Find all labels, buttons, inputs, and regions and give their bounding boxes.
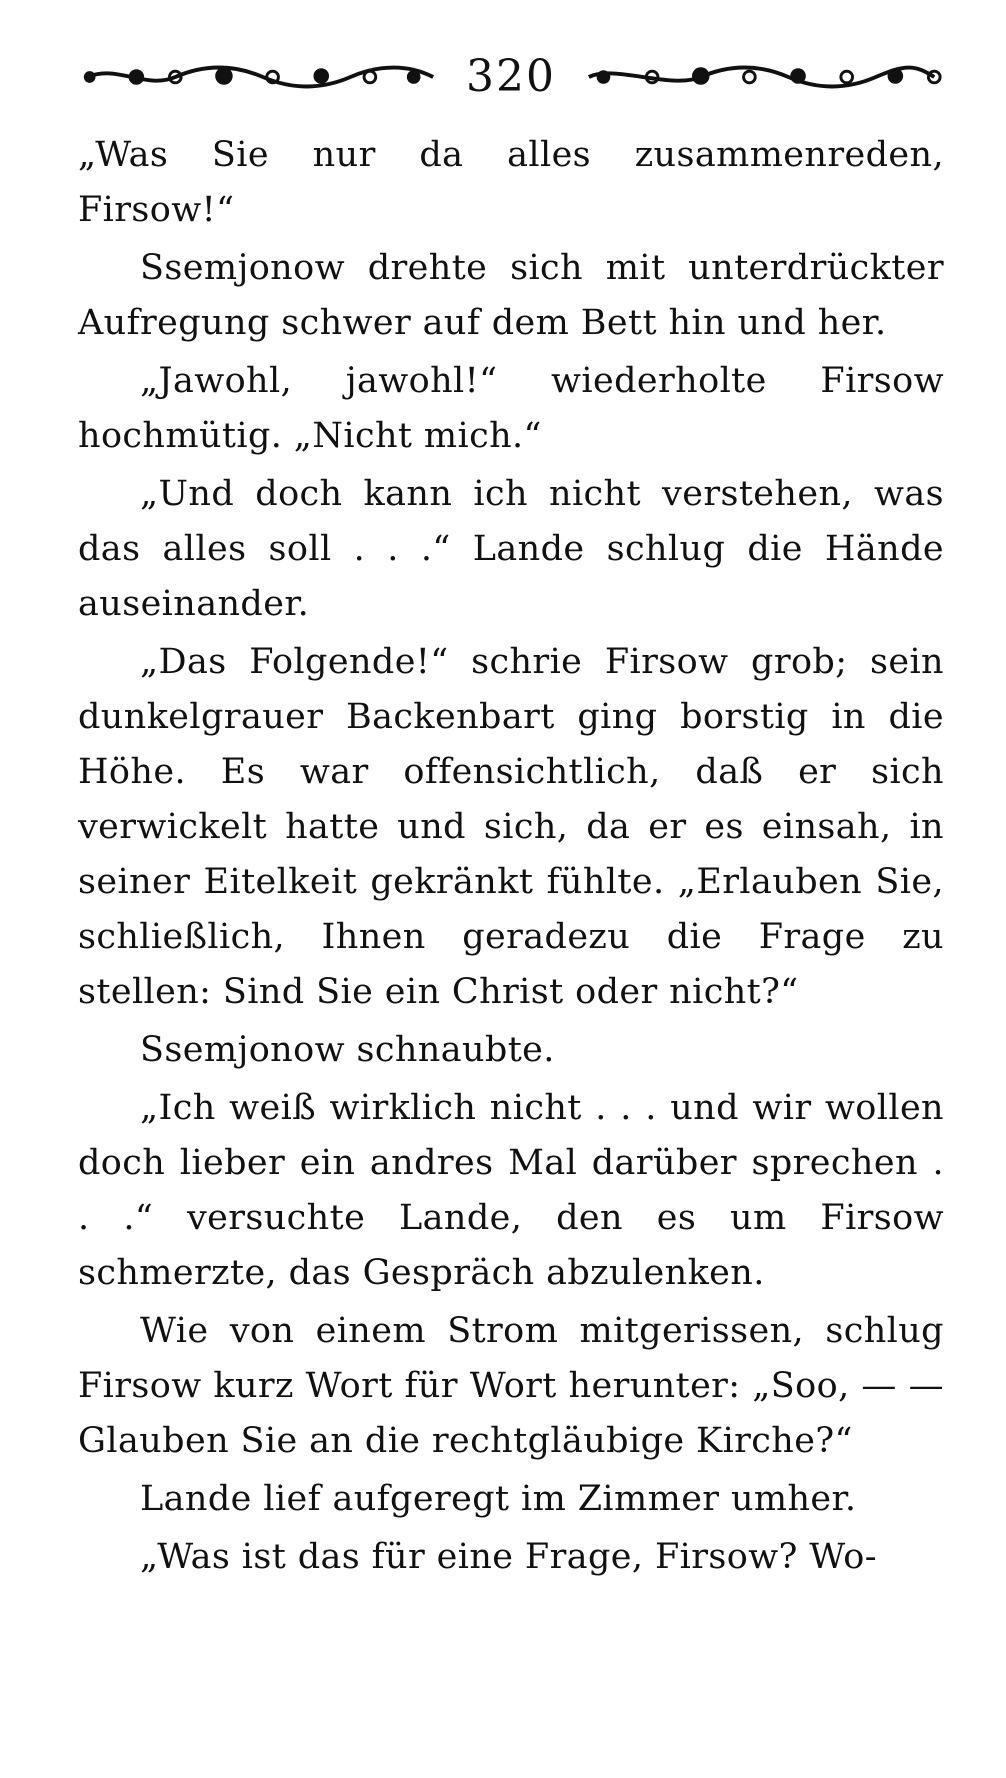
page-header [78,52,944,102]
paragraph: „Und doch kann ich nicht verstehen, was das alles soll . . .“ Lande schlug die Hände auseinander. [78,474,944,624]
left-ornament-icon [78,62,438,92]
page-number: 320 [466,51,556,102]
right-ornament-icon [584,62,944,92]
page-body-text [78,128,944,1588]
paragraph: „Was ist das für eine Frage, Firsow? Wo- [140,1537,877,1577]
paragraph: „Ich weiß wirklich nicht . . . und wir wollen doch lieber ein andres Mal darüber sprechen . . .“ versuchte Lande, den es um Firsow schmerzte, das Gespräch abzulenken. [78,1088,944,1293]
paragraph: „Das Folgende!“ schrie Firsow grob; sein dunkelgrauer Backenbart ging borstig in die Höhe. Es war offensichtlich, daß er sich verwickelt hatte und sich, da er es einsah, in seiner Eitelkeit gekränkt fühlte. „Erlauben Sie, schließlich, Ihnen geradezu die Frage zu stellen: Sind Sie ein Christ oder nicht?“ [78,642,944,1012]
paragraph: Lande lief aufgeregt im Zimmer umher. [140,1479,857,1519]
paragraph: Ssemjonow schnaubte. [140,1030,555,1070]
paragraph: „Was Sie nur da alles zusammenreden, Firsow!“ [78,135,944,230]
paragraph: Wie von einem Strom mitgerissen, schlug Firsow kurz Wort für Wort herunter: „Soo, — — Glauben Sie an die rechtgläubige Kirche?“ [78,1311,944,1461]
paragraph: „Jawohl, jawohl!“ wiederholte Firsow hochmütig. „Nicht mich.“ [78,361,944,456]
paragraph: Ssemjonow drehte sich mit unterdrückter Aufregung schwer auf dem Bett hin und her. [78,248,944,343]
